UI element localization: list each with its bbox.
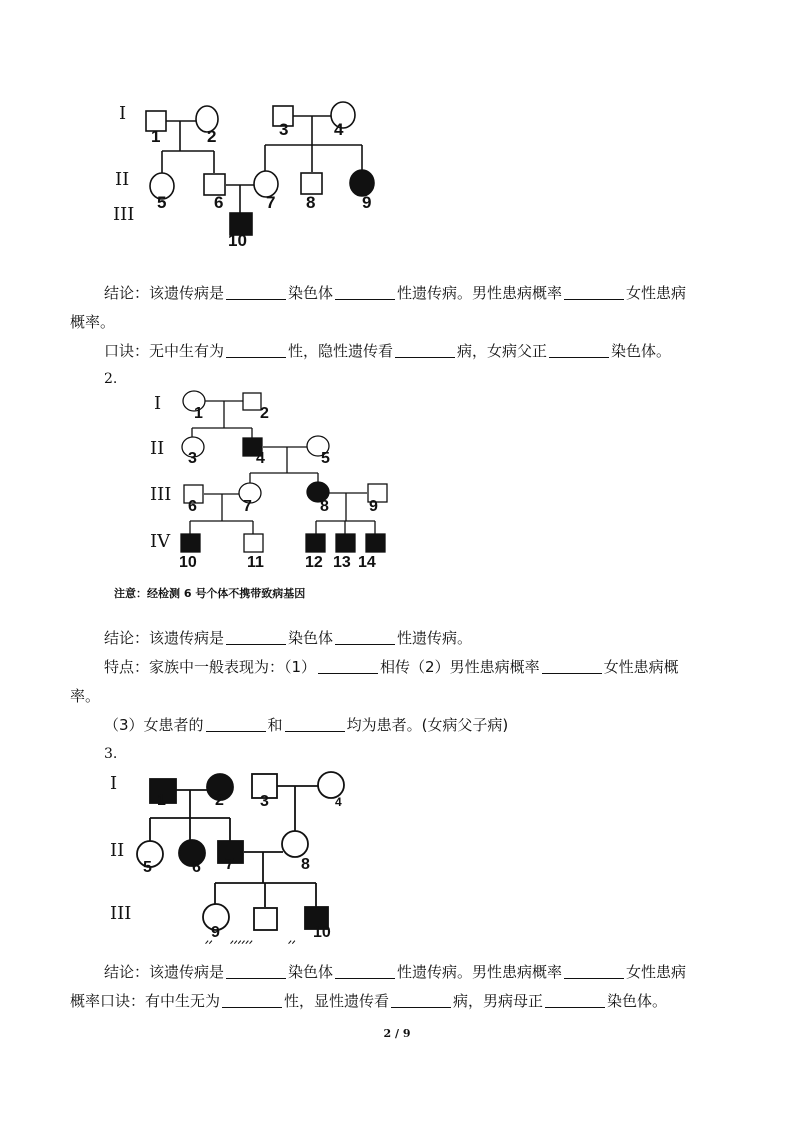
text: 性，显性遗传看	[284, 992, 390, 1010]
generation-label: IV	[150, 531, 171, 552]
individual-id: 13	[333, 554, 351, 571]
text: 染色体。	[611, 342, 672, 360]
text: 特点：家族中一般表现为：（1）	[104, 658, 317, 676]
text: 结论：该遗传病是	[104, 284, 225, 302]
text: 病，女病父正	[457, 342, 548, 360]
text: 性，隐性遗传看	[288, 342, 394, 360]
individual-id: 9	[211, 924, 220, 941]
answer-blank[interactable]	[222, 991, 282, 1008]
individual-id: 3	[279, 120, 289, 139]
text: 概率口诀：有中生无为	[70, 992, 221, 1010]
individual-id: 3	[260, 793, 269, 810]
answer-blank[interactable]	[226, 962, 286, 979]
individual-id: 6	[192, 859, 201, 876]
answer-blank[interactable]	[391, 991, 451, 1008]
text: 染色体	[288, 284, 334, 302]
generation-label: II	[110, 840, 125, 861]
individual-id: 1	[194, 405, 203, 422]
individual-id: 9	[369, 498, 378, 515]
individual-id: 4	[334, 120, 344, 139]
text: 结论：该遗传病是	[104, 629, 225, 647]
generation-label: III	[113, 204, 135, 225]
text: 口诀：无中生有为	[104, 342, 225, 360]
text: 性遗传病。	[397, 629, 473, 647]
individual-id: 4	[256, 450, 265, 467]
generation-label: III	[110, 903, 132, 924]
text: 均为患者。(女病父子病)	[346, 716, 509, 734]
generation-label: II	[115, 169, 130, 190]
individual-id: 6	[188, 498, 197, 515]
generation-label: III	[150, 484, 172, 505]
individual-id: 2	[260, 405, 269, 422]
text: 染色体。	[607, 992, 668, 1010]
svg-text:ᐟᐟ: ᐟᐟ	[205, 939, 213, 949]
individual-id: 7	[243, 498, 252, 515]
individual-id: 3	[188, 450, 197, 467]
answer-blank[interactable]	[545, 991, 605, 1008]
individual-id: 1	[151, 127, 161, 146]
individual-id: 8	[306, 193, 316, 212]
text: 女性患病	[626, 963, 687, 981]
svg-text:ᐟᐟᐟᐟᐟᐟ: ᐟᐟᐟᐟᐟᐟ	[230, 939, 253, 949]
question-number: 2.	[104, 371, 118, 387]
generation-label: II	[150, 438, 165, 459]
individual-id: 5	[157, 193, 167, 212]
question-number: 3.	[104, 746, 118, 762]
individual-female	[282, 831, 308, 857]
individual-id: 5	[143, 859, 152, 876]
text: （3）女患者的	[104, 716, 204, 734]
generation-label: I	[110, 773, 118, 794]
text: 女性患病概	[603, 658, 679, 676]
individual-id: 5	[321, 450, 330, 467]
individual-id: 10	[228, 231, 247, 250]
page-number: 2 / 9	[383, 1027, 411, 1040]
text: 性遗传病。男性患病概率	[397, 284, 563, 302]
generation-label: I	[119, 103, 127, 124]
individual-id: 12	[305, 554, 323, 571]
individual-male	[254, 908, 277, 930]
text: 性遗传病。男性患病概率	[397, 963, 563, 981]
generation-label: I	[154, 393, 162, 414]
individual-id: 8	[301, 856, 310, 873]
individual-id: 1	[157, 792, 166, 809]
individual-id: 8	[320, 498, 329, 515]
q1-conclusion-cont: 概率。	[70, 313, 116, 331]
individual-id: 7	[225, 856, 234, 873]
q3-mnemonic	[70, 987, 730, 1016]
text: 女性患病	[626, 284, 687, 302]
individual-id: 2	[215, 792, 224, 809]
answer-blank[interactable]	[335, 962, 395, 979]
text: 结论：该遗传病是	[104, 963, 225, 981]
individual-id: 10	[313, 924, 331, 941]
individual-id: 9	[362, 193, 372, 212]
individual-id: 4	[335, 795, 342, 809]
q2-features-cont: 率。	[70, 687, 101, 705]
text: 染色体	[288, 963, 334, 981]
individual-id: 11	[247, 554, 264, 571]
individual-id: 6	[214, 193, 224, 212]
svg-text:ᐟᐟ: ᐟᐟ	[288, 939, 296, 949]
note: 注意：经检测 6 号个体不携带致病基因	[114, 587, 306, 600]
individual-id: 7	[266, 193, 276, 212]
individual-id: 14	[358, 554, 376, 571]
individual-id: 10	[179, 554, 197, 571]
text: 染色体	[288, 629, 334, 647]
text: 和	[267, 716, 283, 734]
answer-blank[interactable]	[564, 962, 624, 979]
individual-id: 2	[207, 127, 217, 146]
text: 相传（2）男性患病概率	[380, 658, 540, 676]
text: 病，男病母正	[453, 992, 544, 1010]
q3-conclusion	[104, 958, 764, 987]
